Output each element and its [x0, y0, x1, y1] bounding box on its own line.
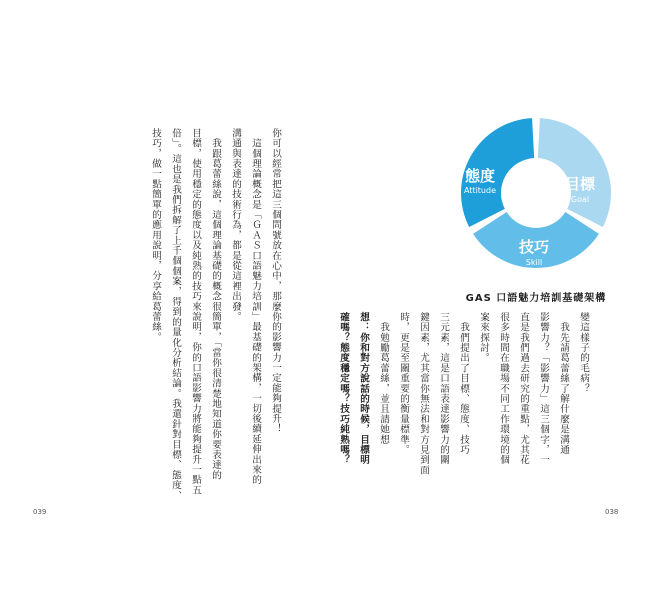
- right-col-3: 影響力？「影響力」這三個字，一: [538, 312, 549, 465]
- segment-label-skill: 技巧: [518, 238, 550, 256]
- right-col-1: 變這樣子的毛病？: [578, 312, 589, 394]
- segment-sublabel-skill: Skill: [525, 258, 543, 267]
- left-col-1: 你可以經常把這三個問號放在心中，那麼你的影響力一定能夠提升！: [270, 128, 281, 434]
- right-col-13: 確嗎？態度穩定嗎？技巧純熟嗎？: [338, 312, 349, 465]
- left-col-6: 倍」。這也是我們拆解了上千個個案，得到的量化分析結論。我還針對目標、態度、: [170, 128, 181, 501]
- right-col-11: 我勉勵葛蕾絲，並且請她想: [378, 312, 389, 445]
- right-col-10: 時，更是至關重要的衡量標準。: [398, 312, 409, 455]
- left-col-5: 目標，使用穩定的態度以及純熟的技巧來說明，你的口語影響力將能夠提升一點五: [190, 128, 201, 496]
- right-col-2: 我先請葛蕾絲了解什麼是溝通: [558, 312, 569, 455]
- right-page-number: 038: [605, 508, 619, 516]
- left-col-4: 我跟葛蕾絲說，這個理論基礎的概念很簡單，「當你很清楚地知道你要表達的: [210, 128, 221, 481]
- diagram-caption: GAS 口語魅力培訓基礎架構: [465, 293, 607, 304]
- segment-label-attitude: 態度: [464, 167, 496, 185]
- segment-sublabel-attitude: Attitude: [463, 186, 497, 195]
- right-col-6: 案來探討。: [478, 312, 489, 363]
- segment-sublabel-goal: Goal: [570, 195, 590, 204]
- right-col-5: 很多時間在職場不同工作環境的個: [498, 312, 509, 465]
- left-col-3: 溝通與表達的技術行為，都是從這裡出發。: [230, 128, 241, 322]
- gas-ring-diagram: [446, 113, 626, 283]
- left-page: [0, 0, 327, 609]
- left-page-number: 039: [33, 508, 47, 516]
- right-page: [327, 0, 655, 609]
- right-col-8: 三元素，這是口語表達影響力的關: [438, 312, 449, 465]
- right-col-4: 直是我們過去研究的重點，尤其花: [518, 312, 529, 465]
- ring-segment-goal: [538, 118, 611, 227]
- right-col-7: 我們提出了目標、態度、技巧: [458, 312, 469, 455]
- segment-label-goal: 目標: [564, 175, 596, 193]
- right-col-9: 鍵因素，尤其當你無法和對方見到面: [418, 312, 429, 476]
- right-col-12: 想：你和對方說話的時候，目標明: [358, 312, 369, 465]
- left-col-2: 這個理論概念是「ＧＡＳ口語魅力培訓」最基礎的架構，一切後續延伸出來的: [250, 128, 261, 485]
- left-col-7: 技巧，做一點簡單的應用說明，分享給葛蕾絲。: [150, 128, 161, 343]
